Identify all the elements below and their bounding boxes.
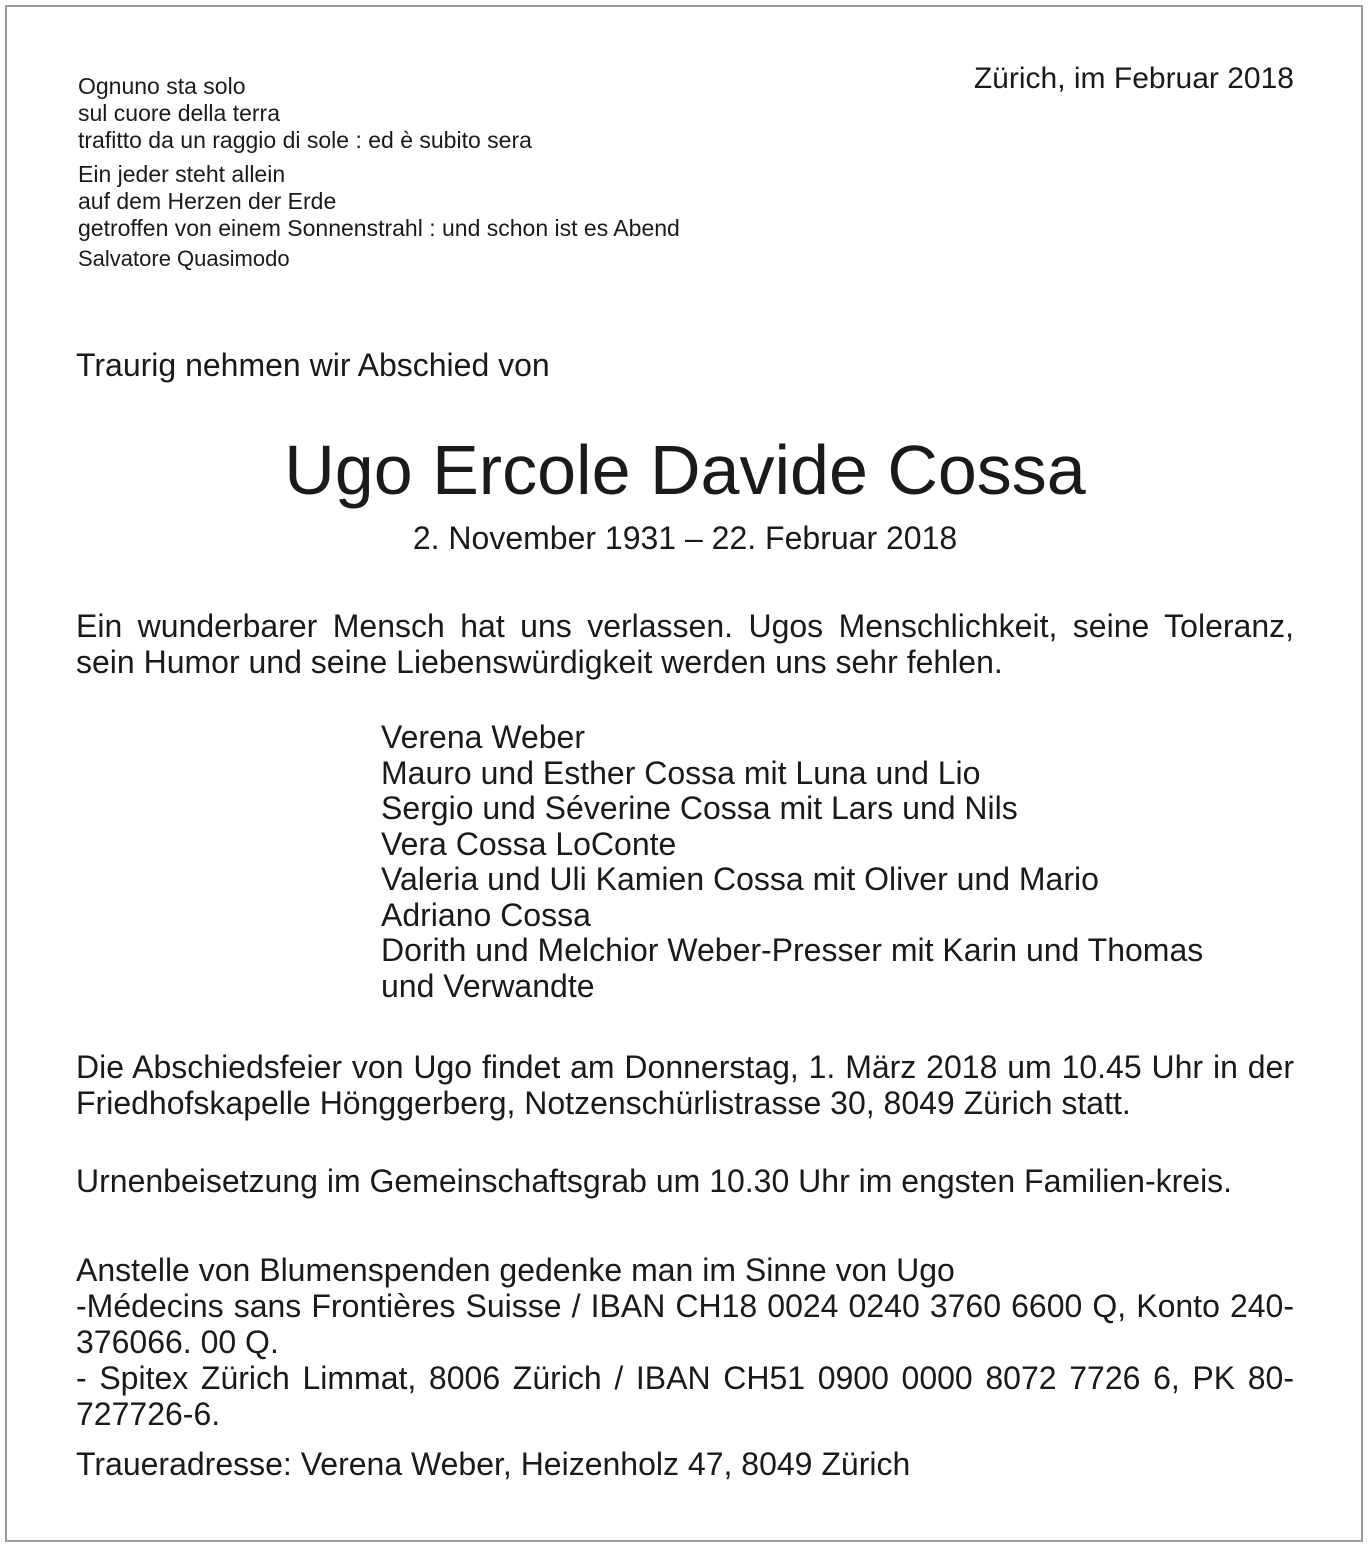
poem-line: auf dem Herzen der Erde — [78, 188, 337, 214]
poem-italian — [78, 73, 838, 154]
place-date: Zürich, im Februar 2018 — [973, 62, 1294, 95]
mourner-item: Sergio und Séverine Cossa mit Lars und Nils — [381, 790, 1018, 826]
urn-burial-info: Urnenbeisetzung im Gemeinschaftsgrab um 10.30 Uhr im engsten Familien-kreis. — [76, 1163, 1233, 1199]
poem-german — [78, 161, 838, 242]
poem-line: sul cuore della terra — [78, 100, 280, 126]
mourner-item: Vera Cossa LoConte — [381, 825, 677, 862]
donations-intro: Anstelle von Blumenspenden gedenke man im Sinne von Ugo — [76, 1252, 955, 1288]
mourner-item: Dorith und Melchior Weber-Presser mit Karin und Thomas — [381, 932, 1204, 968]
donation-msf: -Médecins sans Frontières Suisse / IBAN CH18 0024 0240 3760 6600 Q, Konto 240-376066. 00 Q. — [76, 1288, 1294, 1360]
mourner-item: und Verwandte — [381, 967, 595, 1004]
donation-spitex: - Spitex Zürich Limmat, 8006 Zürich / IBAN CH51 0900 0000 8072 7726 6, PK 80-727726-6. — [76, 1360, 1294, 1432]
mourner-item: Verena Weber — [381, 719, 585, 755]
intro-line: Traurig nehmen wir Abschied von — [76, 347, 550, 383]
mourner-item: Adriano Cossa — [381, 896, 591, 933]
ceremony-info: Die Abschiedsfeier von Ugo findet am Donnerstag, 1. März 2018 um 10.45 Uhr in der Friedhofskapelle Hönggerberg, Notzenschürlistrasse 30, 8049 Zürich statt. — [76, 1049, 1294, 1121]
mourner-item: Mauro und Esther Cossa mit Luna und Lio — [381, 754, 981, 791]
poem-line: Ognuno sta solo — [78, 73, 246, 99]
mourning-address: Traueradresse: Verena Weber, Heizenholz 47, 8049 Zürich — [76, 1446, 911, 1482]
mourners-list — [381, 720, 1301, 1004]
life-dates: 2. November 1931 – 22. Februar 2018 — [412, 520, 958, 556]
poem-author: Salvatore Quasimodo — [78, 246, 290, 271]
donations-info — [76, 1252, 1294, 1432]
poem-line: trafitto da un raggio di sole : ed è subito sera — [78, 127, 532, 153]
tribute-text: Ein wunderbarer Mensch hat uns verlassen. Ugos Menschlichkeit, seine Toleranz, sein Humor und seine Liebenswürdigkeit werden uns sehr fehlen. — [76, 608, 1294, 680]
mourner-item: Valeria und Uli Kamien Cossa mit Oliver und Mario — [381, 861, 1099, 897]
poem-line: Ein jeder steht allein — [78, 161, 286, 187]
poem-line: getroffen von einem Sonnenstrahl : und schon ist es Abend — [78, 215, 680, 241]
deceased-name: Ugo Ercole Davide Cossa — [284, 431, 1086, 509]
